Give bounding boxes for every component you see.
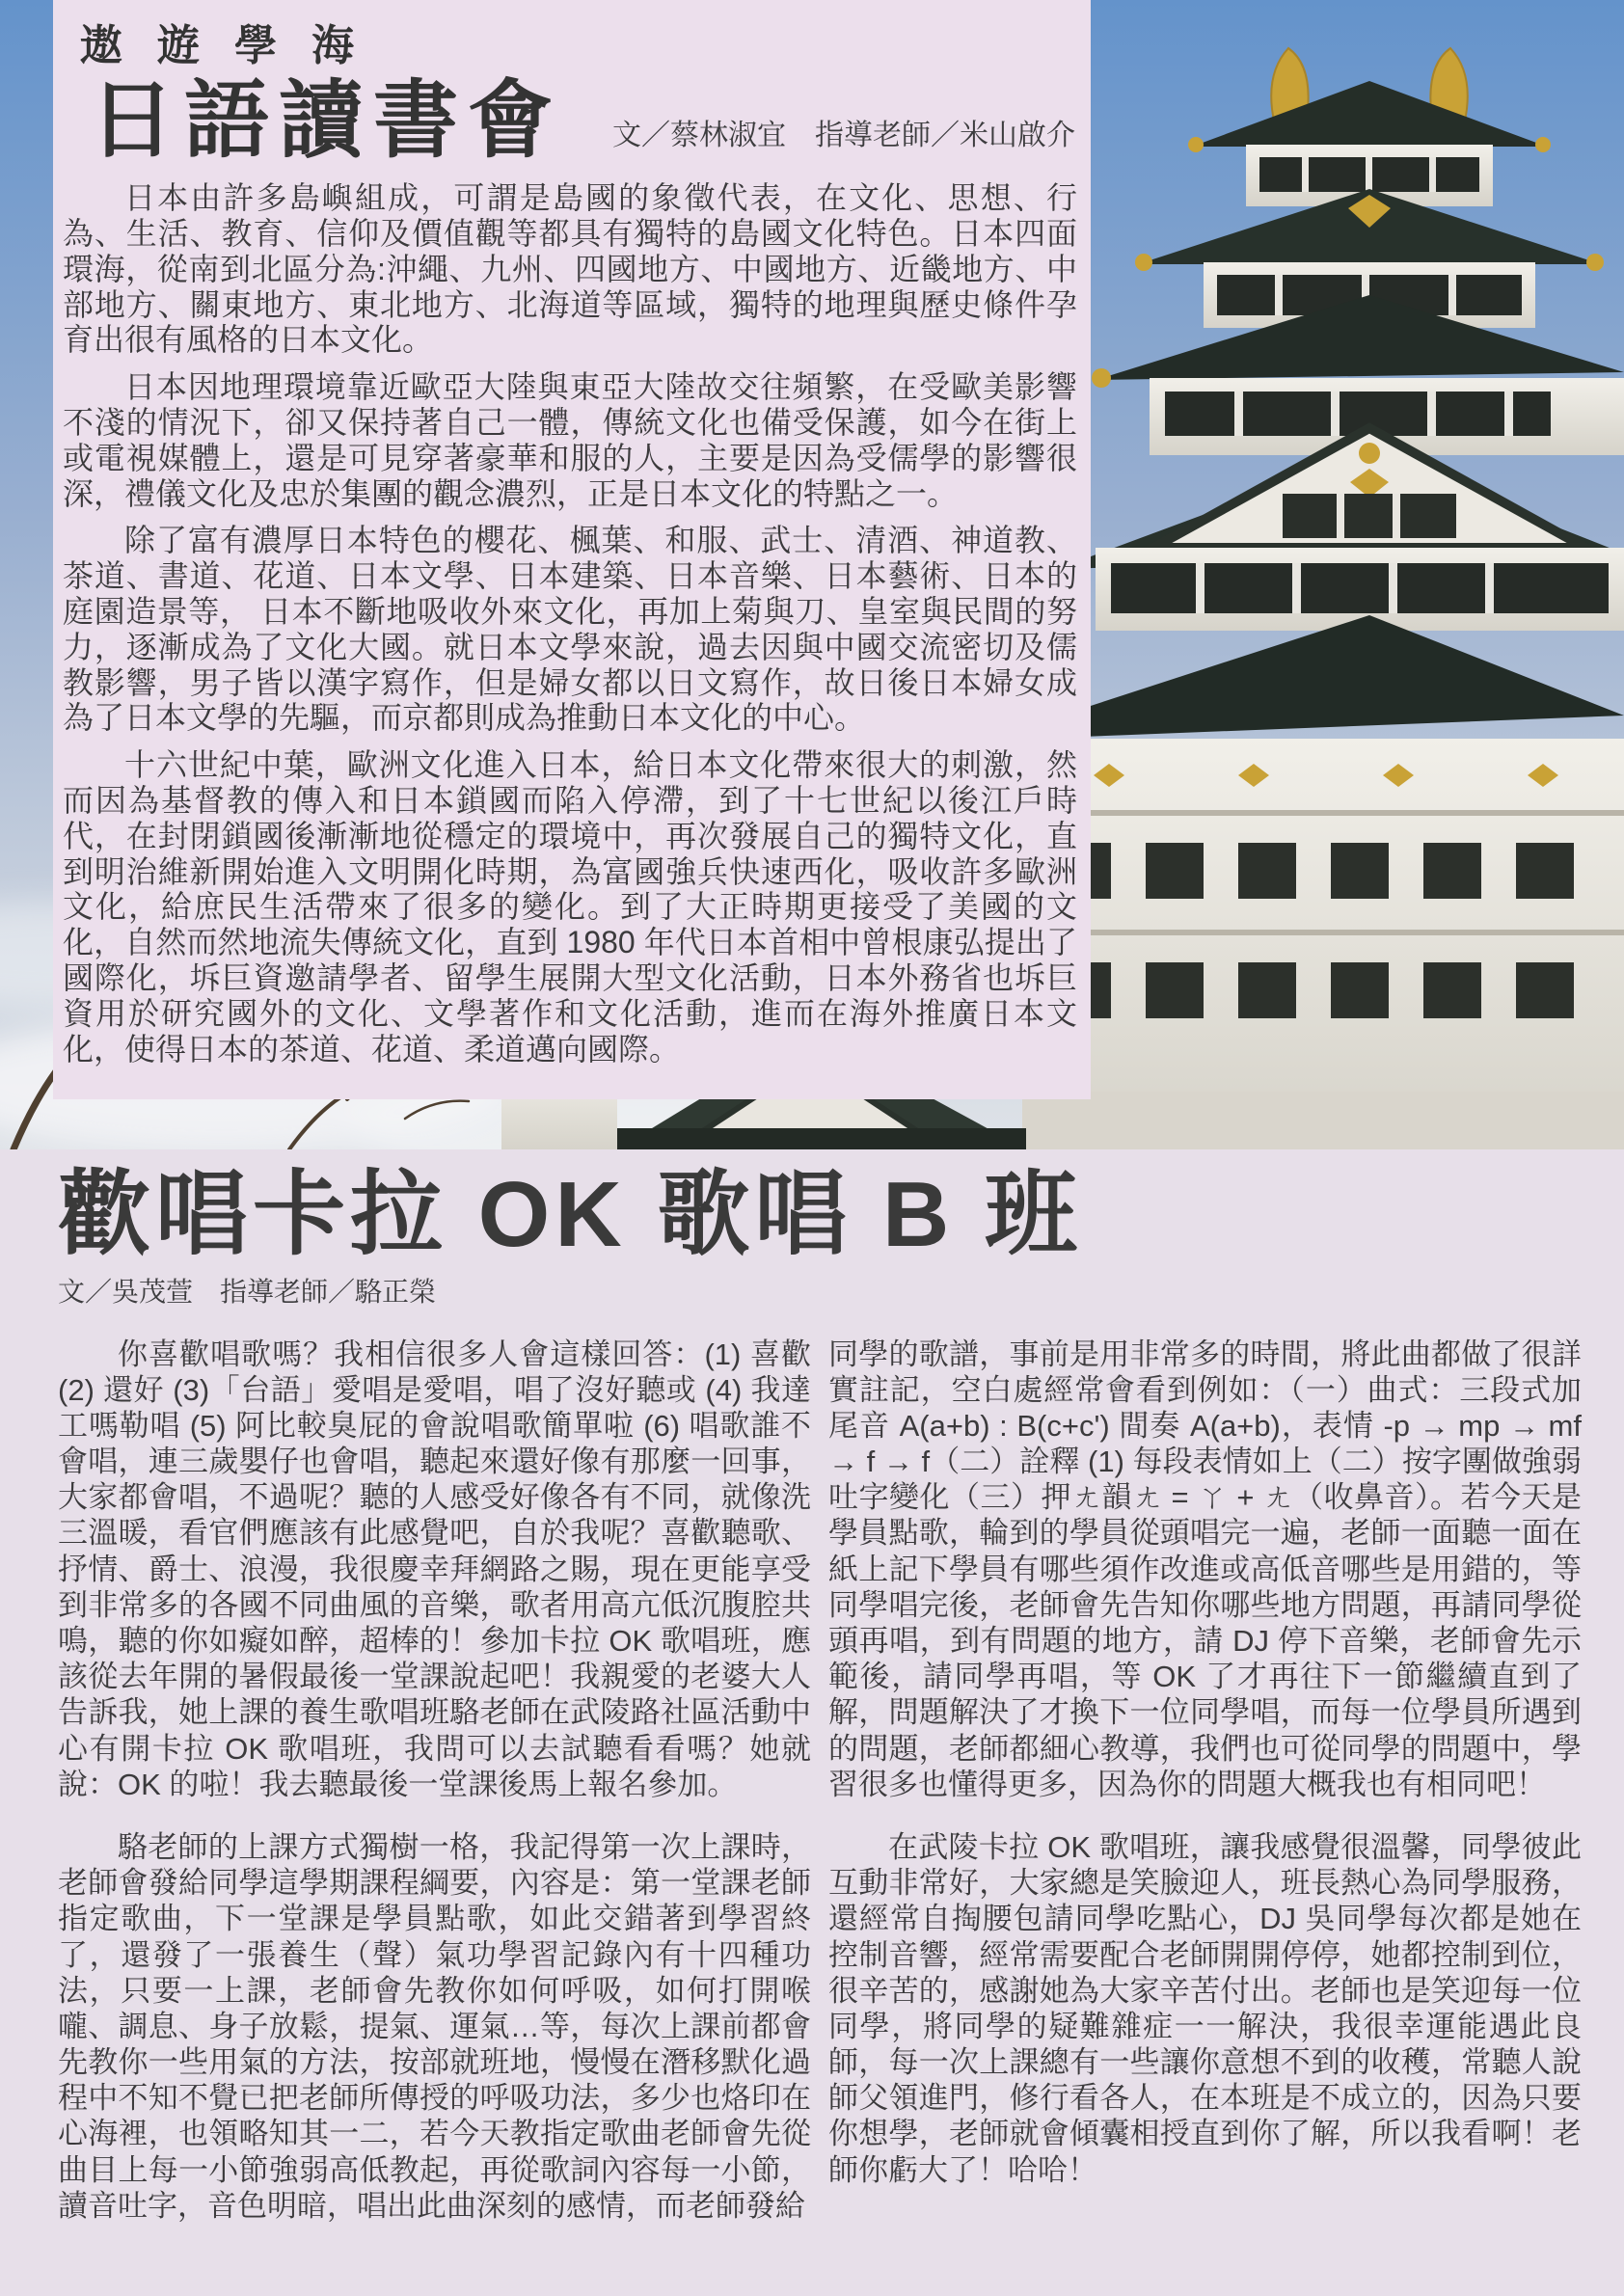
left-column — [58, 1337, 811, 2225]
paragraph: 同學的歌譜，事前是用非常多的時間，將此曲都做了很詳實註記，空白處經常會看到例如：（一）曲式：三段式加尾音 A(a+b) : B(c+c') 間奏 A(a+b)，表情 -p → mp → mf → f → f（二）詮釋 (1) 每段表情如上（二）按字團做強弱吐字變化（三）押ㄤ韻ㄤ = ㄚ + ㄤ（收鼻音）。若今天是學員點歌，輪到的學員從頭唱完一遍，老師一面聽一面在紙上記下學員有哪些須作改進或高低音哪些是用錯的，等同學唱完後，老師會先告知你哪些地方問題，再請同學從頭再唱，到有問題的地方，請 DJ 停下音樂，老師會先示範後，請同學再唱，等 OK 了才再往下一節繼續直到了解，問題解決了才換下一位同學唱，而每一位學員所遇到的問題，老師都細心教導，我們也可從同學的問題中，學習很多也懂得更多，因為你的問題大概我也有相同吧！ — [828, 1337, 1582, 1801]
top-article-title: 日語讀書會 — [90, 71, 563, 168]
article-karaoke-class — [0, 1149, 1624, 2296]
bottom-article-byline: 文／吳茂萱 指導老師／駱正榮 — [58, 1276, 437, 1307]
article-japanese-reading-club — [53, 0, 1091, 1099]
paragraph: 在武陵卡拉 OK 歌唱班，讓我感覺很溫馨，同學彼此互動非常好，大家總是笑臉迎人，班長熱心為同學服務，還經常自掏腰包請同學吃點心，DJ 吳同學每次都是她在控制音響，經常需要配合老師開開停停，她都控制到位，很辛苦的，感謝她為大家辛苦付出。老師也是笑迎每一位同學，將同學的疑難雜症一一解決，我很幸運能遇此良師，每一次上課總有一些讓你意想不到的收穫，常聽人說師父領進門，修行看各人，在本班是不成立的，因為只要你想學，老師就會傾囊相授直到你了解，所以我看啊！老師你虧大了！哈哈！ — [828, 1829, 1582, 2187]
paragraph: 除了富有濃厚日本特色的櫻花、楓葉、和服、武士、清酒、神道教、茶道、書道、花道、日本文學、日本建築、日本音樂、日本藝術、日本的庭園造景等， 日本不斷地吸收外來文化，再加上菊與刀、皇室與民間的努力，逐漸成為了文化大國。就日本文學來說，過去因與中國交流密切及儒教影響，男子皆以漢字寫作，但是婦女都以日文寫作，故日後日本婦女成為了日本文學的先驅，而京都則成為推動日本文化的中心。 — [63, 523, 1077, 736]
paragraph: 日本因地理環境靠近歐亞大陸與東亞大陸故交往頻繁，在受歐美影響不淺的情況下，卻又保持著自己一體，傳統文化也備受保護，如今在街上或電視媒體上，還是可見穿著豪華和服的人，主要是因為受儒學的影響很深，禮儀文化及忠於集團的觀念濃烈，正是日本文化的特點之一。 — [63, 369, 1077, 511]
two-column-body — [58, 1337, 1582, 2225]
top-article-byline: 文／蔡林淑宜 指導老師／米山啟介 — [612, 120, 1076, 152]
section-kicker: 遨遊學海 — [80, 22, 389, 69]
paragraph: 十六世紀中葉，歐洲文化進入日本，給日本文化帶來很大的刺激，然而因為基督教的傳入和日本鎖國而陷入停滯，到了十七世紀以後江戶時代，在封閉鎖國後漸漸地從穩定的環境中，再次發展自己的獨特文化，直到明治維新開始進入文明開化時期，為富國強兵快速西化，吸收許多歐洲文化，給庶民生活帶來了很多的變化。到了大正時期更接受了美國的文化，自然而然地流失傳統文化，直到 1980 年代日本首相中曾根康弘提出了國際化，坼巨資邀請學者、留學生展開大型文化活動，日本外務省也坼巨資用於研究國外的文化、文學著作和文化活動，進而在海外推廣日本文化，使得日本的茶道、花道、柔道邁向國際。 — [63, 747, 1077, 1067]
top-article-body — [63, 180, 1077, 1067]
paragraph: 駱老師的上課方式獨樹一格，我記得第一次上課時，老師會發給同學這學期課程綱要，內容是：第一堂課老師指定歌曲，下一堂課是學員點歌，如此交錯著到學習終了，還發了一張養生（聲）氣功學習記錄內有十四種功法，只要一上課，老師會先教你如何呼吸，如何打開喉嚨、調息、身子放鬆，提氣、運氣…等，每次上課前都會先教你一些用氣的方法，按部就班地，慢慢在潛移默化過程中不知不覺已把老師所傳授的呼吸功法，多少也烙印在心海裡，也領略知其一二，若今天教指定歌曲老師會先從曲目上每一小節強弱高低教起，再從歌詞內容每一小節，讀音吐字，音色明暗，唱出此曲深刻的感情，而老師發給 — [58, 1829, 811, 2223]
right-column — [828, 1337, 1582, 2225]
paragraph: 你喜歡唱歌嗎？我相信很多人會這樣回答：(1) 喜歡 (2) 還好 (3)「台語」愛唱是愛唱，唱了沒好聽或 (4) 我達工嗎勒唱 (5) 阿比較臭屁的會說唱歌簡單啦 (6) 唱歌誰不會唱，連三歲嬰仔也會唱，聽起來還好像有那麼一回事，大家都會唱，不過呢？聽的人感受好像各有不同，就像洗三溫暖，看官們應該有此感覺吧，自於我呢？喜歡聽歌、抒情、爵士、浪漫，我很慶幸拜網路之賜，現在更能享受到非常多的各國不同曲風的音樂，歌者用高亢低沉腹腔共鳴，聽的你如癡如醉，超棒的！參加卡拉 OK 歌唱班，應該從去年開的暑假最後一堂課說起吧！我親愛的老婆大人告訴我，她上課的養生歌唱班駱老師在武陵路社區活動中心有開卡拉 OK 歌唱班，我問可以去試聽看看嗎？她就說：OK 的啦！我去聽最後一堂課後馬上報名參加。 — [58, 1337, 811, 1801]
bottom-article-title: 歡唱卡拉 OK 歌唱 B 班 — [58, 1163, 1083, 1266]
title-row — [90, 71, 1077, 168]
paragraph: 日本由許多島嶼組成，可謂是島國的象徵代表，在文化、思想、行為、生活、教育、信仰及價值觀等都具有獨特的島國文化特色。日本四面環海，從南到北區分為:沖繩、九州、四國地方、中國地方、近畿地方、中部地方、關東地方、東北地方、北海道等區域，獨特的地理與歷史條件孕育出很有風格的日本文化。 — [63, 180, 1077, 358]
